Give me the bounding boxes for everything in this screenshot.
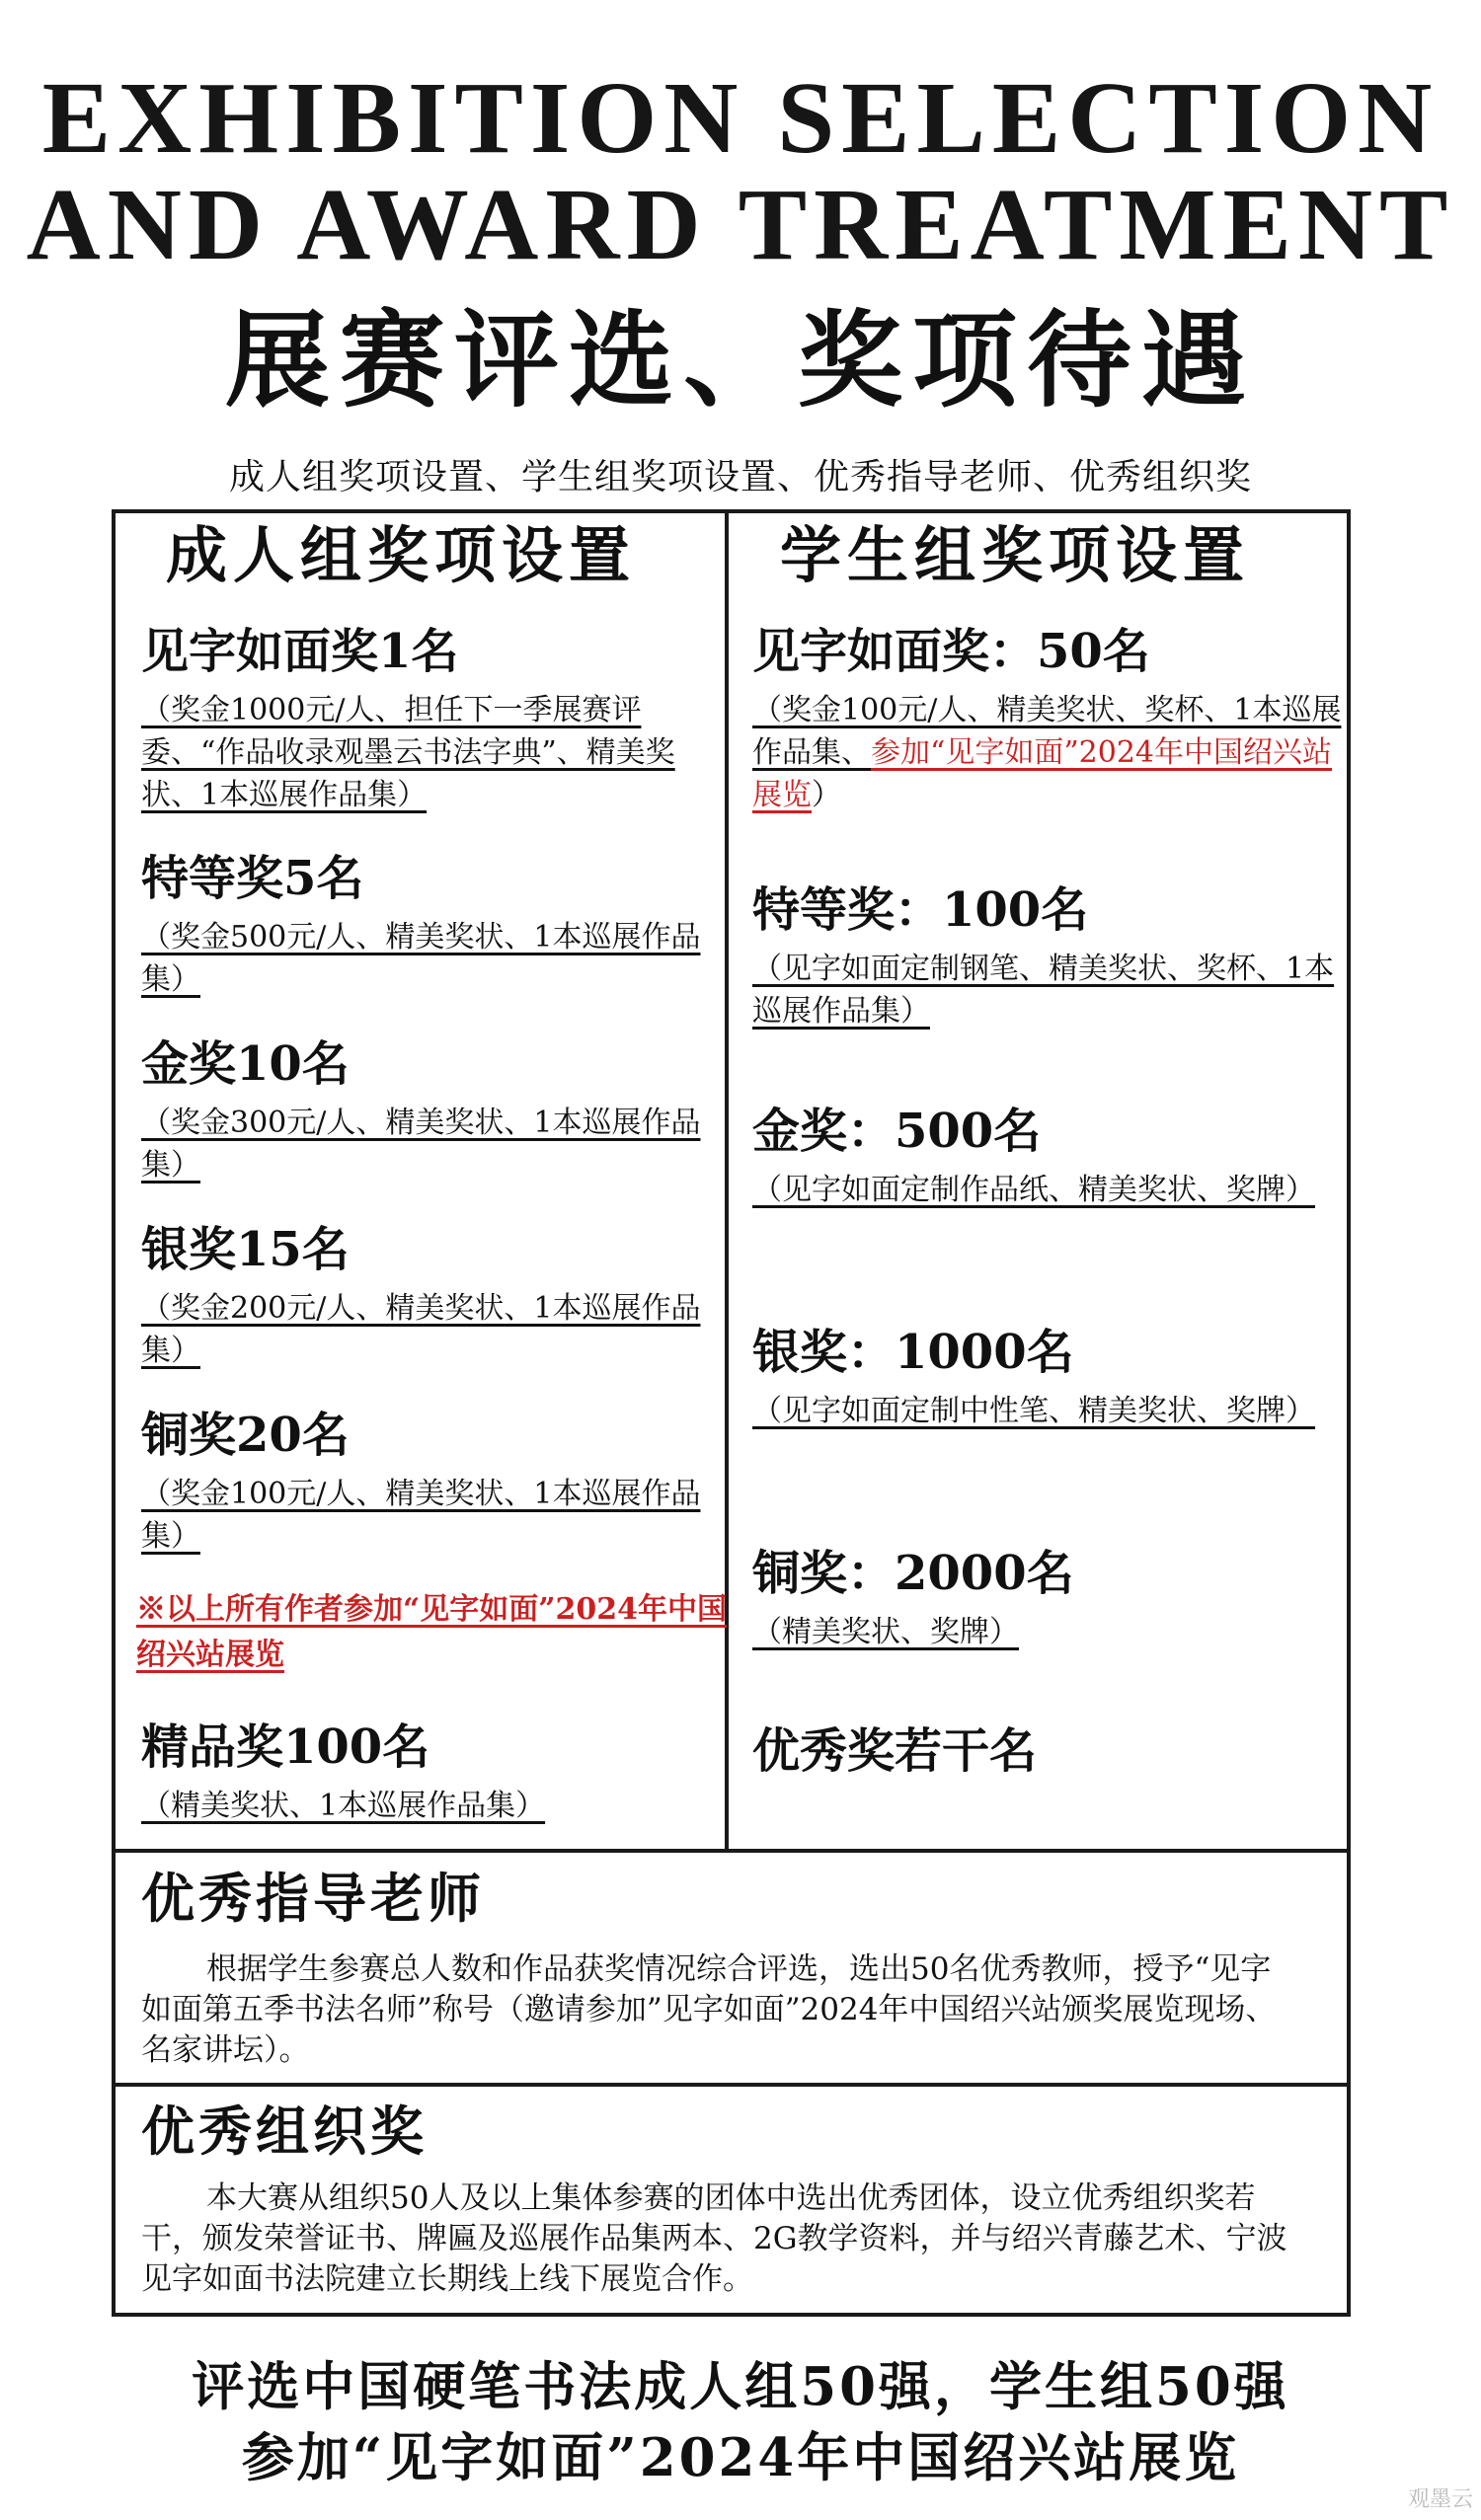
- award-detail: [752, 1169, 1345, 1211]
- watermark: 观墨云: [1407, 2487, 1473, 2512]
- award-name: 银奖：1000名: [752, 1325, 1074, 1380]
- award-detail-text: （见字如面定制中性笔、精美奖状、奖牌）: [752, 1394, 1315, 1428]
- award-name: 精品奖100名: [141, 1719, 430, 1775]
- award-name: 特等奖：100名: [752, 882, 1089, 938]
- section-divider-teacher: [112, 1849, 1351, 1853]
- student-award-gold: [752, 1104, 1345, 1211]
- award-detail-text: （精美奖状、奖牌）: [752, 1615, 1019, 1649]
- award-detail-text: （精美奖状、1本巡展作品集）: [141, 1789, 546, 1823]
- award-detail-text: （奖金100元/人、精美奖状、1本巡展作品集）: [141, 1477, 701, 1554]
- award-detail-text: （奖金1000元/人、担任下一季展赛评委、“作品收录观墨云书法字典”、精美奖状、1本巡展作品集）: [141, 693, 675, 812]
- adult-exhibition-note: ※以上所有作者参加“见字如面”2024年中国绍兴站展览: [136, 1592, 728, 1672]
- english-title-line-1: EXHIBITION SELECTION: [41, 61, 1440, 175]
- award-detail: [141, 1287, 734, 1372]
- award-detail: [752, 1611, 1345, 1653]
- award-detail-end: ）: [812, 778, 841, 812]
- award-name: 特等奖5名: [141, 851, 364, 906]
- organization-award-body: 本大赛从组织50人及以上集体参赛的团体中选出优秀团体，设立优秀组织奖若干，颁发荣誉证书、牌匾及巡展作品集两本、2G教学资料，并与绍兴青藤艺术、宁波见字如面书法院建立长期线上线下展览合作。: [141, 2180, 1287, 2297]
- award-detail: [752, 1390, 1345, 1432]
- adult-award-bronze: [141, 1408, 734, 1558]
- award-name: 铜奖20名: [141, 1408, 350, 1463]
- adult-award-excellent: [141, 1719, 734, 1827]
- student-awards-heading: 学生组奖项设置: [780, 519, 1251, 591]
- adult-award-special: [141, 851, 734, 1001]
- award-name: 见字如面奖1名: [141, 624, 459, 679]
- student-award-grand: [752, 624, 1345, 816]
- award-detail-text: （奖金500元/人、精美奖状、1本巡展作品集）: [141, 920, 701, 997]
- award-name: 金奖：500名: [752, 1104, 1042, 1159]
- award-detail: [752, 689, 1345, 816]
- award-detail-text: （见字如面定制作品纸、精美奖状、奖牌）: [752, 1173, 1315, 1207]
- adult-award-gold: [141, 1036, 734, 1186]
- award-detail: [141, 689, 734, 816]
- award-name: 铜奖：2000名: [752, 1546, 1074, 1601]
- student-award-special: [752, 882, 1345, 1032]
- award-detail: [141, 1102, 734, 1186]
- award-detail-exhibition: 参加“见字如面”2024年中国绍兴站展览: [752, 735, 1333, 812]
- award-detail: [141, 1785, 734, 1827]
- award-name: 银奖15名: [141, 1222, 350, 1277]
- subtitle: 成人组奖项设置、学生组奖项设置、优秀指导老师、优秀组织奖: [228, 457, 1252, 497]
- award-name: 金奖10名: [141, 1036, 350, 1092]
- adult-awards-heading: 成人组奖项设置: [166, 519, 637, 591]
- english-title-line-2: AND AWARD TREATMENT: [26, 168, 1455, 281]
- student-award-merit: [752, 1723, 1345, 1779]
- adult-award-grand: [141, 624, 734, 816]
- chinese-title: 展赛评选、奖项待遇: [225, 298, 1256, 421]
- selection-slogan: 评选中国硬笔书法成人组50强，学生组50强: [192, 2356, 1289, 2417]
- adult-award-silver: [141, 1222, 734, 1372]
- student-award-silver: [752, 1325, 1345, 1432]
- award-detail-text: （见字如面定制钢笔、精美奖状、奖杯、1本巡展作品集）: [752, 952, 1335, 1029]
- award-detail-text: （奖金100元/人、精美奖状、奖杯、1本巡展作品集、: [752, 693, 1342, 770]
- award-detail: [141, 1473, 734, 1558]
- exhibition-slogan: 参加“见字如面”2024年中国绍兴站展览: [241, 2427, 1240, 2488]
- award-detail-text: （奖金200元/人、精美奖状、1本巡展作品集）: [141, 1291, 701, 1368]
- award-detail: [141, 916, 734, 1001]
- award-name: 优秀奖若干名: [752, 1723, 1038, 1779]
- student-award-bronze: [752, 1546, 1345, 1653]
- teacher-award-heading: 优秀指导老师: [141, 1867, 485, 1930]
- teacher-award-body: 根据学生参赛总人数和作品获奖情况综合评选，选出50名优秀教师，授予“见字如面第五季书法名师”称号（邀请参加”见字如面”2024年中国绍兴站颁奖展览现场、名家讲坛）。: [141, 1951, 1277, 2068]
- organization-award-heading: 优秀组织奖: [141, 2100, 428, 2163]
- award-detail-text: （奖金300元/人、精美奖状、1本巡展作品集）: [141, 1106, 701, 1183]
- award-name: 见字如面奖：50名: [752, 624, 1150, 679]
- section-divider-organization: [112, 2083, 1351, 2087]
- award-detail: [752, 948, 1345, 1032]
